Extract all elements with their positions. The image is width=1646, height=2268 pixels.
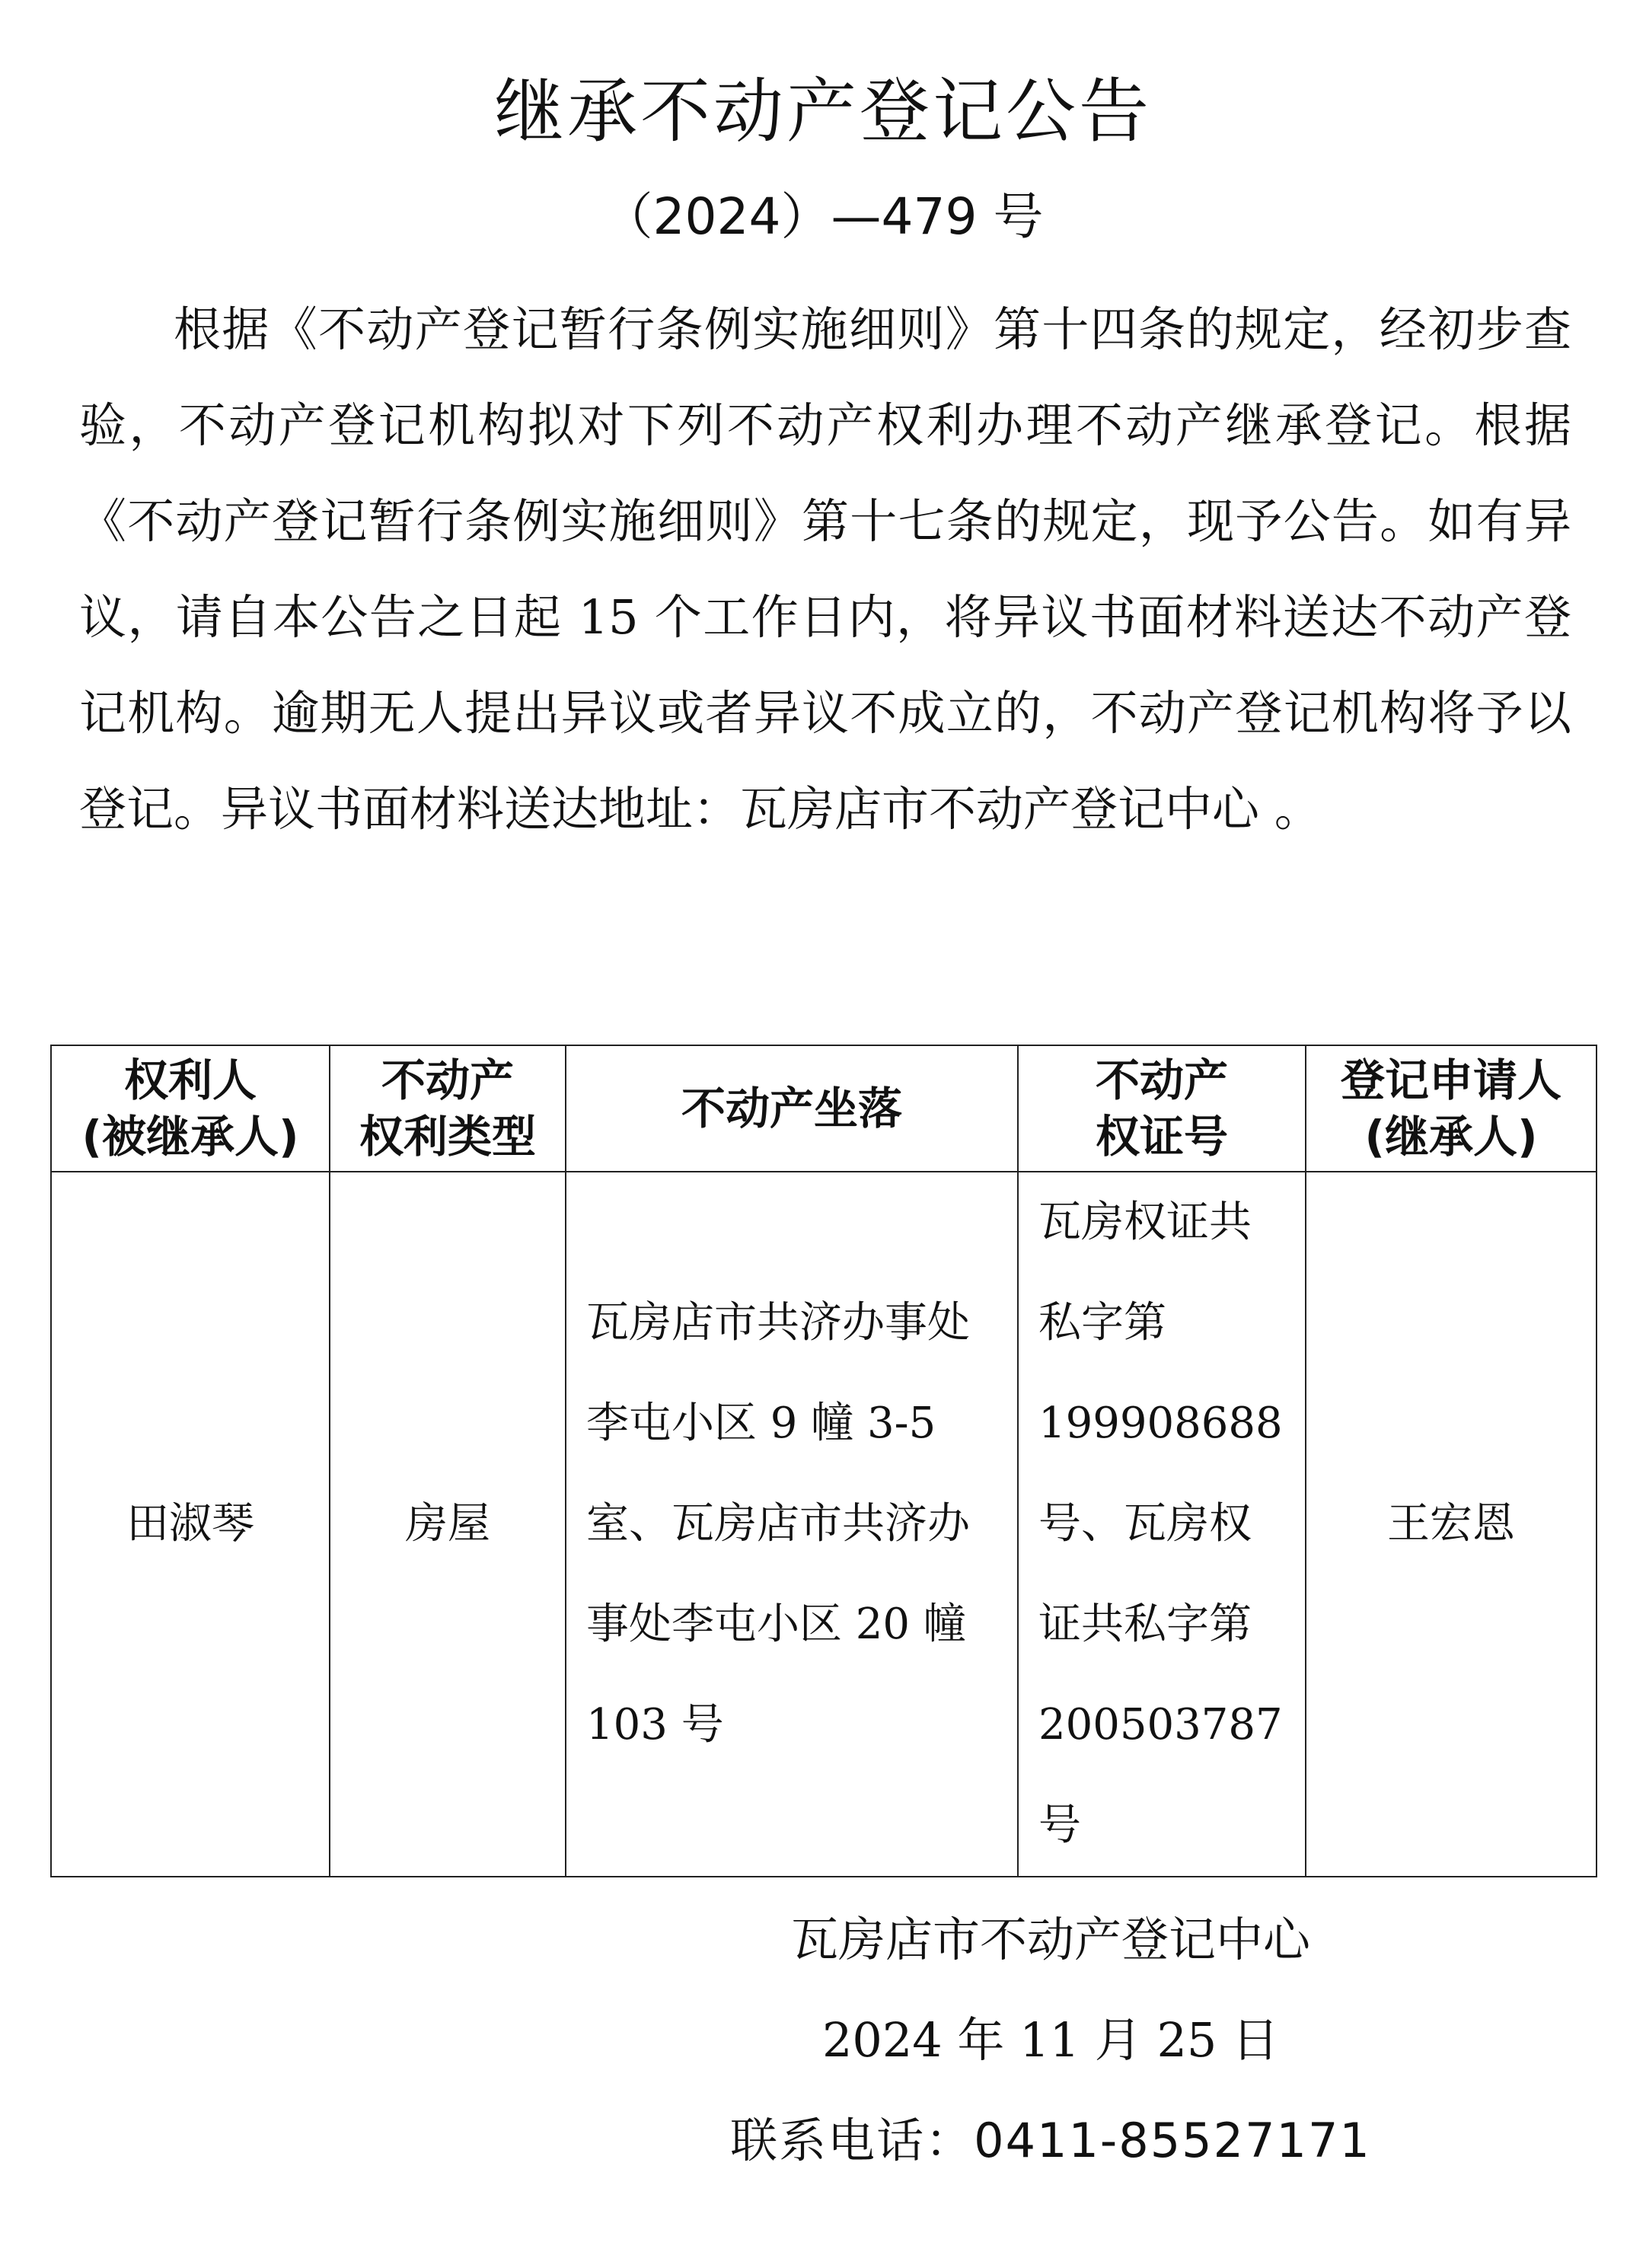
cell-applicant: 王宏恩 [1306, 1172, 1597, 1877]
header-applicant [1306, 1045, 1597, 1172]
cell-certificate: 瓦房权证共私字第 199908688 号、瓦房权证共私字第 200503787 号 [1018, 1172, 1306, 1877]
header-right-type-line1: 不动产 [381, 1054, 514, 1106]
document-number: （2024）—479 号 [602, 187, 1044, 246]
announcement-paragraph: 根据《不动产登记暂行条例实施细则》第十四条的规定，经初步查验，不动产登记机构拟对下列不动产权利办理不动产继承登记。根据《不动产登记暂行条例实施细则》第十七条的规定，现予公告。如有异议，请自本公告之日起 15 个工作日内，将异议书面材料送达不动产登记机构。逾期无人提出异议或者异议不成立的，不动产登记机构将予以登记。异议书面材料送达地址：瓦房店市不动产登记中心 。 [79, 301, 1571, 837]
header-holder-line1: 权利人 [123, 1054, 257, 1106]
header-location-line1: 不动产坐落 [681, 1083, 902, 1134]
header-certificate [1018, 1045, 1306, 1172]
header-holder [51, 1045, 330, 1172]
header-right-type [330, 1045, 566, 1172]
issue-date: 2024 年 11 月 25 日 [821, 2012, 1280, 2068]
table-row [51, 1172, 1597, 1877]
issuing-organization: 瓦房店市不动产登记中心 [790, 1912, 1310, 1967]
announcement-body [79, 282, 1571, 857]
header-certificate-line1: 不动产 [1095, 1054, 1228, 1106]
header-applicant-line2: (继承人) [1364, 1111, 1538, 1163]
contact-phone: 联系电话：0411-85527171 [730, 2113, 1371, 2168]
header-applicant-line1: 登记申请人 [1340, 1054, 1561, 1106]
header-location [566, 1045, 1018, 1172]
header-right-type-line2: 权利类型 [359, 1111, 536, 1163]
cell-right-type: 房屋 [330, 1172, 566, 1877]
header-certificate-line2: 权证号 [1095, 1111, 1228, 1163]
document-title: 继承不动产登记公告 [493, 71, 1152, 152]
signature-block [685, 1890, 1416, 2191]
header-holder-line2: (被继承人) [81, 1111, 299, 1163]
cell-holder: 田淑琴 [51, 1172, 330, 1877]
table-header-row [51, 1045, 1597, 1172]
property-table [50, 1045, 1597, 1877]
cell-location: 瓦房店市共济办事处李屯小区 9 幢 3-5 室、瓦房店市共济办事处李屯小区 20 幢 103 号 [566, 1172, 1018, 1877]
